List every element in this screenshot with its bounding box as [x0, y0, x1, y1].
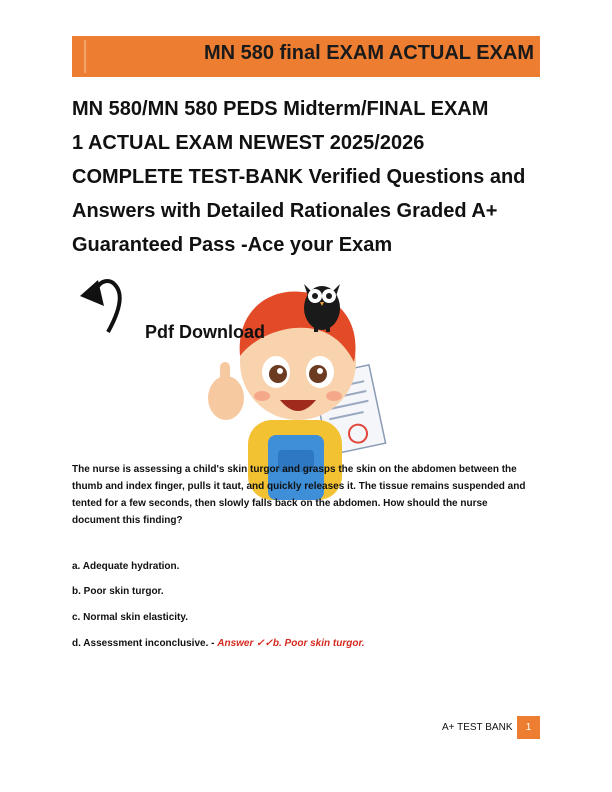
answer-text: Answer ✓✓b. Poor skin turgor. [217, 638, 365, 649]
curved-back-arrow-icon [78, 274, 134, 336]
title-line: Guaranteed Pass -Ace your Exam [72, 234, 393, 256]
question-text: The nurse is assessing a child's skin turgor and grasps the skin on the abdomen between the thumb and index finger, pulls it taut, and quickly releases it. The tissue remains suspended and tented for a few seconds, then slowly falls back on the abdomen. How should the nurse document this finding? [72, 464, 526, 526]
option-d-text: d. Assessment inconclusive. - [72, 638, 218, 649]
title-line: COMPLETE TEST-BANK Verified Questions and [72, 166, 526, 188]
header-banner [72, 36, 540, 77]
option-a: a. Adequate hydration. [72, 561, 180, 572]
option-c: c. Normal skin elasticity. [72, 612, 188, 623]
footer-label: A+ TEST BANK [442, 722, 513, 733]
document-title [72, 92, 542, 262]
option-d [72, 638, 365, 649]
title-line: MN 580/MN 580 PEDS Midterm/FINAL EXAM [72, 98, 489, 120]
option-b: b. Poor skin turgor. [72, 586, 164, 597]
title-line: Answers with Detailed Rationales Graded A+ [72, 200, 498, 222]
banner-stripe [84, 40, 86, 73]
page-number: 1 [517, 716, 540, 739]
owl-icon [300, 274, 344, 332]
title-line: 1 ACTUAL EXAM NEWEST 2025/2026 [72, 132, 425, 154]
pdf-download-label: Pdf Download [145, 322, 265, 342]
banner-title: MN 580 final EXAM ACTUAL EXAM [203, 42, 534, 64]
